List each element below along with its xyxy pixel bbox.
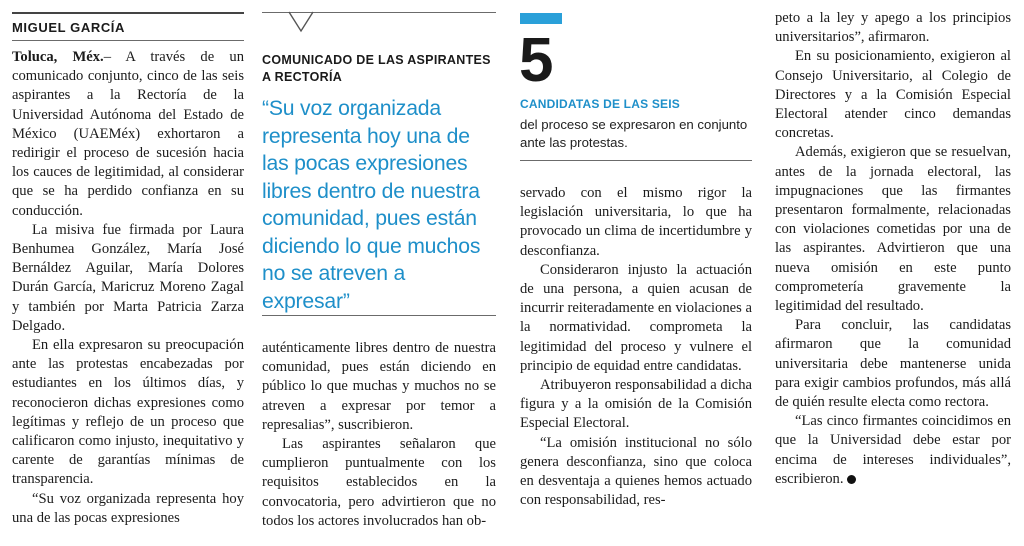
paragraph: En ella expresaron su preocupación ante las protestas encabezadas por estudiantes en los últimos días, y reconocieron dichas expresiones como legítimas y reflejo de un proceso que calificaron como injusto, inequitativo y carente de garantías mínimas de transparencia. xyxy=(12,337,244,488)
closing-paragraph xyxy=(775,412,1011,489)
paragraph: La misiva fue firmada por Laura Benhumea González, María José Bernáldez Aguilar, María Dolores Durán García, Maricruz Moreno Zagal y también por Marta Patricia Zarza Delgado. xyxy=(12,221,244,334)
pullquote-kicker: COMUNICADO DE LAS ASPIRANTES A RECTORÍA xyxy=(262,53,491,84)
pullquote-bottom-rule xyxy=(262,315,496,316)
chevron-down-icon xyxy=(288,11,314,33)
stat-number: 5 xyxy=(519,26,552,95)
paragraph: peto a la ley y apego a los principios universitarios”, afirmaron. xyxy=(775,10,1011,46)
dateline: Toluca, Méx. xyxy=(12,49,104,65)
paragraph: En su posicionamiento, exigieron al Consejo Universitario, al Colegio de Directores y a la Comisión Especial Electoral atender cinco demandas concretas. xyxy=(775,48,1011,142)
paragraph: auténticamente libres dentro de nuestra comunidad, pues están diciendo en público lo que muchas y muchos no se atreven a expresar por temor a represalias”, suscribieron. xyxy=(262,340,496,433)
byline: MIGUEL GARCÍA xyxy=(12,20,126,35)
paragraph: Las aspirantes señalaron que cumplieron puntualmente con los requisitos establecidos en la convocatoria, pero advirtieron que no todos los actores involucrados han ob- xyxy=(262,436,496,529)
column-1 xyxy=(12,48,244,528)
paragraph: servado con el mismo rigor la legislación universitaria, lo que ha provocado un clima de incertidumbre y desconfianza. xyxy=(520,185,752,259)
accent-bar xyxy=(520,13,562,24)
column-3 xyxy=(520,184,752,510)
lead-paragraph-text: – A través de un comunicado conjunto, cinco de las seis aspirantes a la Rectoría de la Universidad Autónoma del Estado de México (UAEMéx) exhortaron a redirigir el proceso de sucesión hacia los cauces de legitimidad, al considerar que se ha perdido confianza en su conducción. xyxy=(12,49,244,219)
closing-paragraph-text: “Las cinco firmantes coincidimos en que la Universidad debe estar por encima de intereses individuales”, escribieron. xyxy=(775,413,1011,487)
byline-bottom-rule xyxy=(12,40,244,41)
stat-kicker: CANDIDATAS DE LAS SEIS xyxy=(520,97,680,111)
paragraph: Para concluir, las candidatas afirmaron que la comunidad universitaria debe mantenerse unida para exigir cambios profundos, más allá de quién resulte electa como rectora. xyxy=(775,317,1011,411)
paragraph: Atribuyeron responsabilidad a dicha figura y a la omisión de la Comisión Especial Electoral. xyxy=(520,377,752,432)
byline-top-rule xyxy=(12,12,244,14)
column-4 xyxy=(775,9,1011,489)
paragraph: “Su voz organizada representa hoy una de las pocas expresiones xyxy=(12,490,244,526)
column-2 xyxy=(262,339,496,531)
paragraph: Además, exigieron que se resuelvan, antes de la jornada electoral, las impugnaciones que las firmantes presentaron formalmente, relacionadas con violaciones cometidas por una de las aspirantes. Advirtieron que una nueva omisión en este punto comprometería gravemente la legitimidad del resultado. xyxy=(775,144,1011,315)
paragraph: Consideraron injusto la actuación de una persona, a quien acusan de incurrir reiteradamente en violaciones a la normatividad. comprometa la legitimidad del proceso y vulnere el principio de equidad entre candidatas. xyxy=(520,261,752,374)
paragraph: “La omisión institucional no sólo genera desconfianza, sino que coloca en desventaja a quienes hemos actuado con responsabilidad, res- xyxy=(520,434,752,509)
stat-bottom-rule xyxy=(520,160,752,161)
stat-description: del proceso se expresaron en conjunto ante las protestas. xyxy=(520,117,748,150)
pullquote-text: “Su voz organizada representa hoy una de las pocas expresiones libres dentro de nuestra comunidad, pues están diciendo lo que muchos no se atreven a expresar” xyxy=(262,97,481,313)
lead-paragraph xyxy=(12,48,244,221)
end-mark-icon xyxy=(847,475,856,484)
